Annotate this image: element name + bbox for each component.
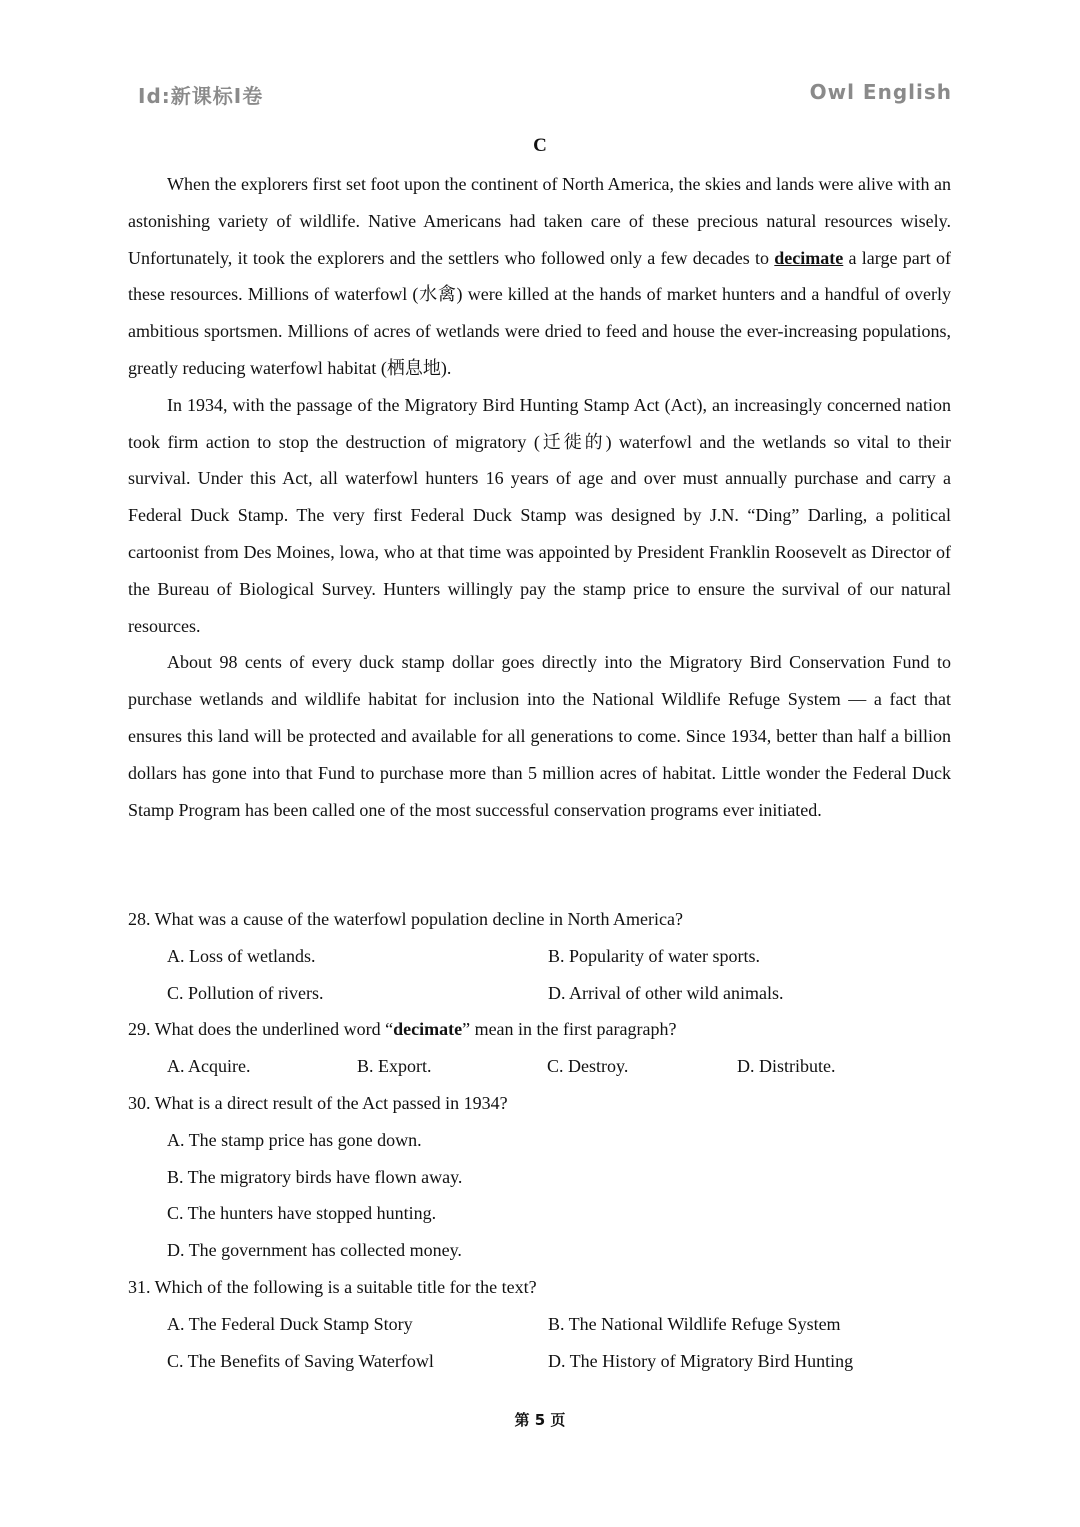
paragraph-3: About 98 cents of every duck stamp dollar goes directly into the Migratory Bird Conservation Fund to purchase wetlands and wildlife habitat for inclusion into the National Wildlife Refuge System — a fact that ensures this land will be protected and available for all generations to come. Since 1934, better than half a billion dollars has gone into that Fund to purchase more than 5 million acres of habitat. Little wonder the Federal Duck Stamp Program has been called one of the most successful conservation programs ever initiated. [128, 652, 951, 820]
question-28-options-row-2 [128, 975, 951, 1012]
question-30-option-row-d [128, 1232, 951, 1269]
question-30-option-a: A. The stamp price has gone down. [167, 1129, 422, 1150]
question-31-option-d: D. The History of Migratory Bird Hunting [548, 1350, 854, 1371]
question-28-option-d: D. Arrival of other wild animals. [548, 982, 784, 1003]
question-31-options-row-1 [128, 1306, 951, 1343]
question-29-options [128, 1048, 951, 1085]
question-29-option-a: A. Acquire. [167, 1056, 251, 1077]
page-number: 第 5 页 [514, 1411, 566, 1429]
question-31-option-b: B. The National Wildlife Refuge System [548, 1313, 841, 1334]
question-28-options-row-1 [128, 938, 951, 975]
header-exam-id: Id:新课标I卷 [138, 84, 264, 108]
header-brand: Owl English [809, 80, 952, 104]
paragraph-1-part-1: When the explorers first set foot upon the continent of North America, the skies and lands were alive with an astonishing variety of wildlife. Native Americans had taken care of these precious natural resources wisely. Unfortunately, it took the explorers and the settlers who followed only a few decades to [128, 174, 951, 268]
paragraph-2: In 1934, with the passage of the Migratory Bird Hunting Stamp Act (Act), an increasingly concerned nation took firm action to stop the destruction of migratory (迁徙的) waterfowl and the wetlands so vital to their survival. Under this Act, all waterfowl hunters 16 years of age and over must annually purchase and carry a Federal Duck Stamp. The very first Federal Duck Stamp was designed by J.N. “Ding” Darling, a political cartoonist from Des Moines, lowa, who at that time was appointed by President Franklin Roosevelt as Director of the Bureau of Biological Survey. Hunters willingly pay the stamp price to ensure the survival of our natural resources. [128, 394, 951, 636]
section-letter: C [533, 135, 547, 156]
reading-passage [128, 166, 951, 828]
paragraph-1-part-2: a large part of these resources. Millions of waterfowl (水禽) were killed at the hands of market hunters and a handful of overly ambitious sportsmen. Millions of acres of wetlands were dried to feed and house the ever-increasing populations, greatly reducing waterfowl habitat (栖息地). [128, 247, 951, 378]
underlined-keyword: decimate [774, 247, 844, 268]
paragraph-1 [128, 166, 951, 387]
question-29-stem [128, 1011, 951, 1048]
question-30-option-row-c [128, 1195, 951, 1232]
question-29-keyword: decimate [393, 1019, 463, 1040]
question-30-option-row-b [128, 1159, 951, 1196]
question-28-stem: 28. What was a cause of the waterfowl population decline in North America? [128, 909, 683, 929]
question-31-options-row-2 [128, 1343, 951, 1380]
question-31-option-c: C. The Benefits of Saving Waterfowl [167, 1350, 434, 1371]
question-31-stem: 31. Which of the following is a suitable title for the text? [128, 1276, 537, 1297]
question-29-stem-part-2: ” mean in the first paragraph? [462, 1019, 677, 1040]
question-30-option-d: D. The government has collected money. [167, 1240, 462, 1261]
question-28-option-b: B. Popularity of water sports. [548, 945, 760, 966]
question-30-option-b: B. The migratory birds have flown away. [167, 1166, 463, 1187]
question-30-option-row-a [128, 1122, 951, 1159]
question-29-option-d: D. Distribute. [737, 1056, 836, 1077]
question-29-option-c: C. Destroy. [547, 1056, 629, 1077]
question-30-option-c: C. The hunters have stopped hunting. [167, 1203, 437, 1224]
question-28-option-c: C. Pollution of rivers. [167, 982, 324, 1003]
question-28-option-a: A. Loss of wetlands. [167, 945, 316, 966]
question-31-option-a: A. The Federal Duck Stamp Story [167, 1313, 413, 1334]
question-29-option-b: B. Export. [357, 1056, 432, 1077]
question-30-stem: 30. What is a direct result of the Act passed in 1934? [128, 1092, 508, 1113]
question-29-stem-part-1: 29. What does the underlined word “ [128, 1019, 394, 1040]
question-list [128, 901, 951, 1379]
